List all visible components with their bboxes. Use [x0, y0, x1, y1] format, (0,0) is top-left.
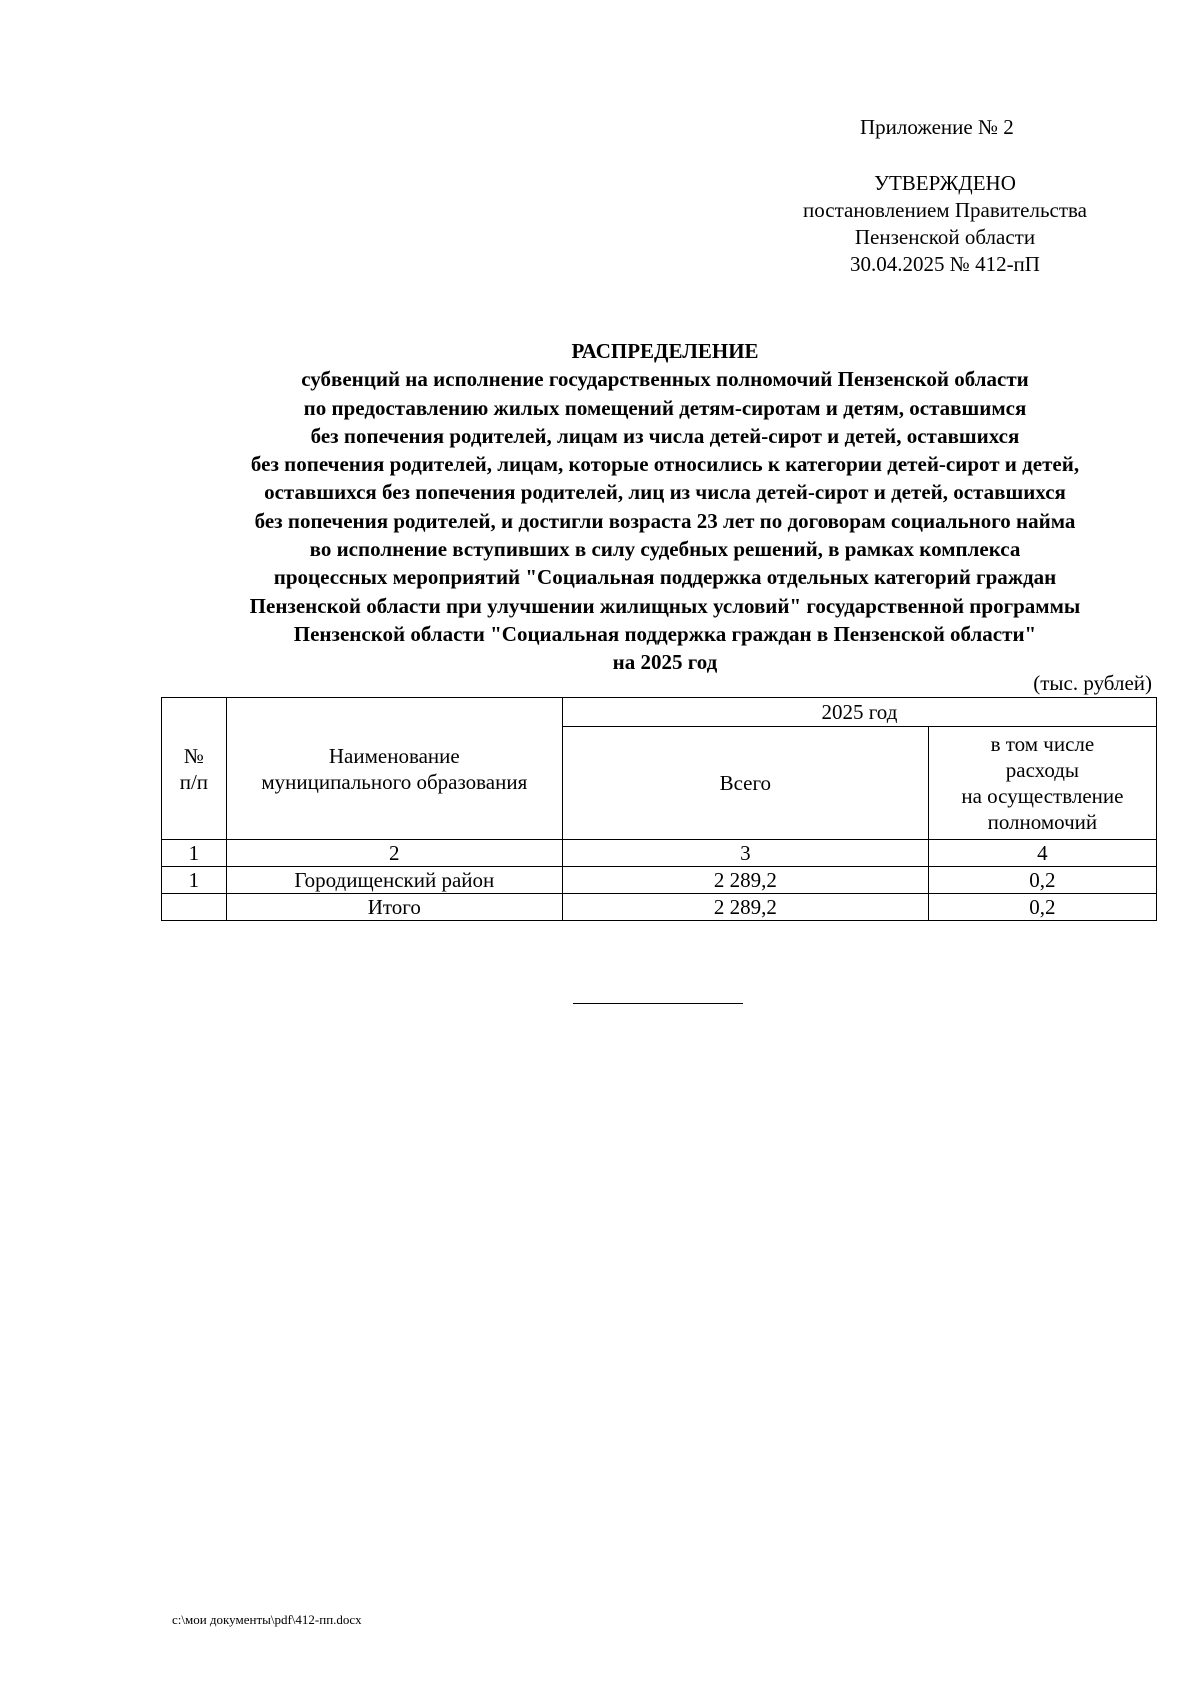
row-number: 1	[162, 867, 227, 894]
header-year: 2025 год	[562, 698, 1156, 727]
title-heading: РАСПРЕДЕЛЕНИЕ	[571, 339, 759, 363]
row-including: 0,2	[928, 894, 1156, 921]
header-municipality: Наименование муниципального образования	[226, 698, 562, 840]
row-municipality: Городищенский район	[226, 867, 562, 894]
header-number: № п/п	[162, 698, 227, 840]
title-line: без попечения родителей, лицам из числа детей-сирот и детей, оставшихся	[310, 423, 1020, 448]
distribution-table	[161, 697, 1157, 921]
appendix-label: Приложение № 2	[860, 115, 1014, 139]
title-line: оставшихся без попечения родителей, лиц из числа детей-сирот и детей, оставшихся	[264, 480, 1066, 505]
title-line: по предоставлению жилых помещений детям-сиротам и детям, оставшимся	[303, 395, 1027, 420]
column-number: 3	[562, 840, 928, 867]
row-municipality: Итого	[226, 894, 562, 921]
title-line: на 2025 год	[612, 650, 718, 675]
units-label: (тыс. рублей)	[1033, 671, 1152, 695]
title-line: без попечения родителей, лицам, которые относились к категории детей-сирот и детей,	[250, 452, 1080, 477]
title-line: Пензенской области "Социальная поддержка граждан в Пензенской области"	[293, 621, 1037, 646]
column-number: 2	[226, 840, 562, 867]
footer-file-path: c:\мои документы\pdf\412-пп.docx	[172, 1612, 362, 1627]
title-line: процессных мероприятий "Социальная поддержка отдельных категорий граждан	[273, 565, 1057, 590]
approval-block	[780, 170, 1110, 278]
approved-title: УТВЕРЖДЕНО	[874, 171, 1016, 195]
row-including: 0,2	[928, 867, 1156, 894]
title-line: субвенций на исполнение государственных полномочий Пензенской области	[301, 367, 1029, 392]
title-line: Пензенской области при улучшении жилищных условий" государственной программы	[249, 593, 1081, 618]
header-including: в том числе расходы на осуществление полномочий	[928, 727, 1156, 840]
approved-line: Пензенской области	[854, 225, 1036, 249]
column-number: 4	[928, 840, 1156, 867]
approved-line: постановлением Правительства	[802, 198, 1087, 222]
row-total: 2 289,2	[562, 867, 928, 894]
title-line: без попечения родителей, и достигли возраста 23 лет по договорам социального найма	[254, 508, 1076, 533]
title-line: во исполнение вступивших в силу судебных решений, в рамках комплекса	[309, 537, 1021, 562]
row-total: 2 289,2	[562, 894, 928, 921]
column-number-row	[162, 840, 1157, 867]
header-total: Всего	[562, 727, 928, 840]
approved-line: 30.04.2025 № 412-пП	[850, 252, 1040, 276]
document-title	[150, 337, 1180, 677]
column-number: 1	[162, 840, 227, 867]
row-number	[162, 894, 227, 921]
table-row	[162, 867, 1157, 894]
table-header-row	[162, 698, 1157, 727]
end-separator-line	[573, 1003, 743, 1004]
table-row-total	[162, 894, 1157, 921]
